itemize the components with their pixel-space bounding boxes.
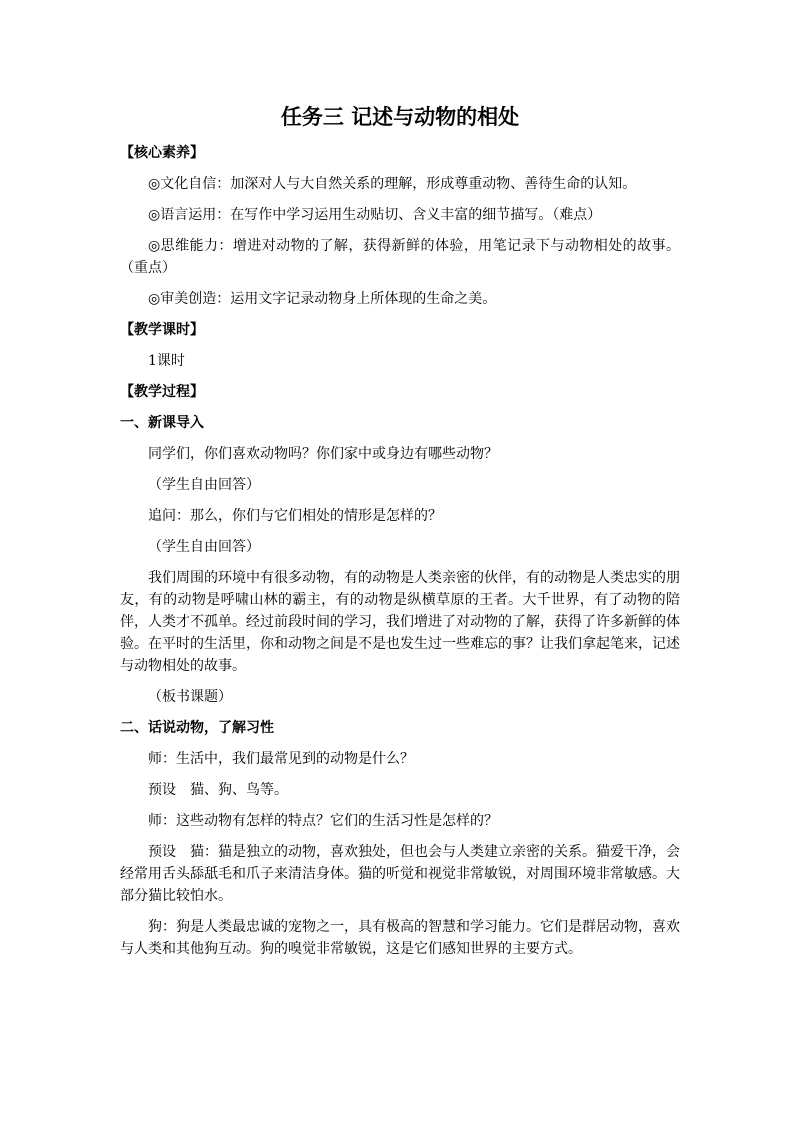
document-title: 任务三 记述与动物的相处 — [280, 105, 520, 129]
core-literacy-heading: 【核心素养】 — [120, 145, 204, 161]
document-page — [120, 100, 680, 969]
core-literacy-item: ◎文化自信：加深对人与大自然关系的理解，形成尊重动物、善待生命的认知。 — [148, 176, 637, 192]
part1-paragraph: 同学们，你们喜欢动物吗？你们家中或身边有哪些动物？ — [148, 446, 498, 462]
part1-paragraph: （学生自由回答） — [148, 539, 260, 555]
part2-paragraph: 师：这些动物有怎样的特点？它们的生活习性是怎样的？ — [148, 813, 498, 829]
teaching-process-heading: 【教学过程】 — [120, 384, 204, 400]
part1-paragraph: 追问：那么，你们与它们相处的情形是怎样的？ — [148, 508, 442, 524]
part2-paragraph: 狗：狗是人类最忠诚的宠物之一，具有极高的智慧和学习能力。它们是群居动物，喜欢与人类和其他狗互动。狗的嗅觉非常敏锐，这是它们感知世界的主要方式。 — [120, 919, 680, 957]
part1-heading: 一、新课导入 — [120, 415, 204, 431]
core-literacy-item: ◎思维能力：增进对动物的了解，获得新鲜的体验，用笔记录下与动物相处的故事。（重点） — [120, 238, 680, 276]
part1-paragraph: 我们周围的环境中有很多动物，有的动物是人类亲密的伙伴，有的动物是人类忠实的朋友，有的动物是呼啸山林的霸主，有的动物是纵横草原的王者。大千世界，有了动物的陪伴，人类才不孤单。经过前段时间的学习，我们增进了对动物的了解，获得了许多新鲜的体验。在平时的生活里，你和动物之间是不是也发生过一些难忘的事？让我们拿起笔来，记述与动物相处的故事。 — [120, 570, 680, 674]
part2-paragraph: 师：生活中，我们最常见到的动物是什么？ — [148, 751, 414, 767]
class-hours-heading: 【教学课时】 — [120, 322, 204, 338]
part2-heading: 二、话说动物，了解习性 — [120, 720, 274, 736]
part2-paragraph: 预设 猫、狗、鸟等。 — [148, 782, 288, 798]
core-literacy-item: ◎语言运用：在写作中学习运用生动贴切、含义丰富的细节描写。（难点） — [148, 207, 602, 223]
class-hours-value: 1课时 — [148, 353, 185, 369]
part1-paragraph: （板书课题） — [148, 689, 232, 705]
part2-paragraph: 预设 猫：猫是独立的动物，喜欢独处，但也会与人类建立亲密的关系。猫爱干净，会经常用舌头舔舐毛和爪子来清洁身体。猫的听觉和视觉非常敏锐，对周围环境非常敏感。大部分猫比较怕水。 — [120, 844, 680, 904]
core-literacy-item: ◎审美创造：运用文字记录动物身上所体现的生命之美。 — [148, 291, 497, 307]
part1-paragraph: （学生自由回答） — [148, 477, 260, 493]
